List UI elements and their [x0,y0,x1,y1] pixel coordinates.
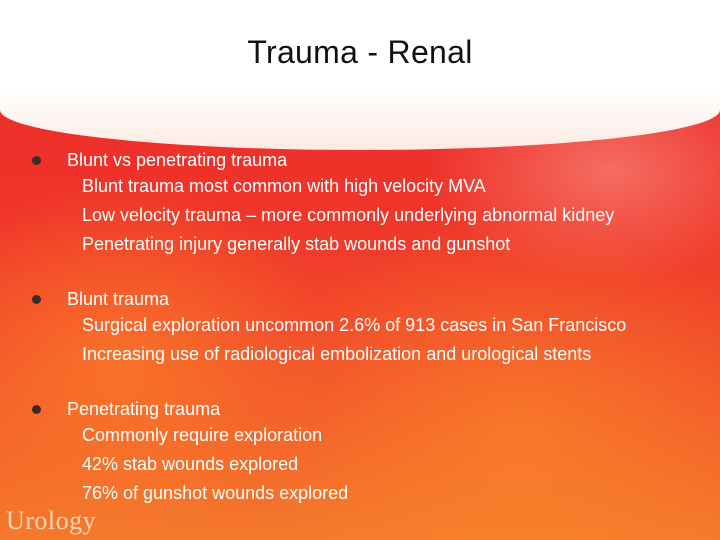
sub-bullet: Low velocity trauma – more commonly underlying abnormal kidney [82,205,615,225]
bullet-dot-icon [32,295,41,304]
bullet-group [30,287,710,369]
bullet-text: Blunt vs penetrating trauma [67,150,288,170]
bullet-item [30,287,710,311]
title-band [0,0,720,150]
bullet-list [30,148,710,536]
sub-bullet: Commonly require exploration [82,425,323,445]
sub-bullet: Increasing use of radiological embolization and urological stents [82,344,592,364]
bullet-dot-icon [32,156,41,165]
bullet-dot-icon [32,405,41,414]
slide-title: Trauma - Renal [247,34,473,70]
bullet-group [30,397,710,508]
sub-bullet: 42% stab wounds explored [82,454,299,474]
bullet-item [30,148,710,172]
bullet-item [30,397,710,421]
bullet-group [30,148,710,259]
bullet-text: Blunt trauma [67,289,170,309]
sub-bullet: Penetrating injury generally stab wounds and gunshot [82,234,511,254]
sub-bullet: 76% of gunshot wounds explored [82,483,349,503]
sub-bullet: Surgical exploration uncommon 2.6% of 913 cases in San Francisco [82,315,627,335]
sub-bullet: Blunt trauma most common with high velocity MVA [82,176,486,196]
urology-logo: Urology [6,506,97,535]
bullet-text: Penetrating trauma [67,399,221,419]
